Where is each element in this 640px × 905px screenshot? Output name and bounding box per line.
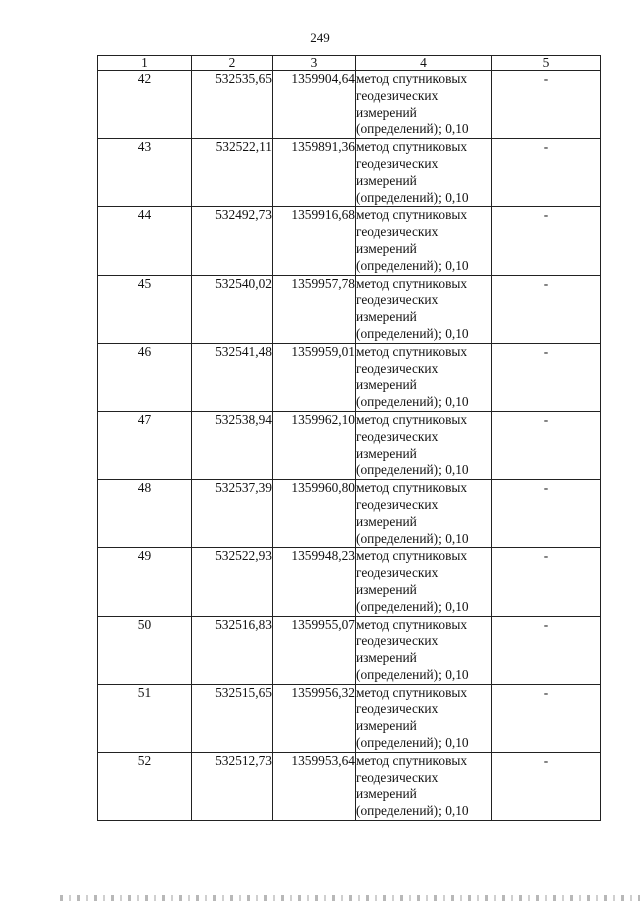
point-number-cell: 44 — [98, 207, 192, 275]
y-coordinate-cell: 1359955,07 — [273, 616, 356, 684]
table-row — [98, 71, 601, 139]
point-number-cell: 42 — [98, 71, 192, 139]
table-body — [98, 71, 601, 821]
point-number-cell: 49 — [98, 548, 192, 616]
note-cell: - — [492, 71, 601, 139]
point-number-cell: 51 — [98, 684, 192, 752]
table-row — [98, 275, 601, 343]
note-cell: - — [492, 275, 601, 343]
y-coordinate-cell: 1359957,78 — [273, 275, 356, 343]
x-coordinate-cell: 532537,39 — [192, 480, 273, 548]
note-cell: - — [492, 752, 601, 820]
point-number-cell: 50 — [98, 616, 192, 684]
x-coordinate-cell: 532516,83 — [192, 616, 273, 684]
method-accuracy-cell: метод спутниковых геодезических измерений (определений); 0,10 — [356, 207, 492, 275]
table-row — [98, 139, 601, 207]
x-coordinate-cell: 532492,73 — [192, 207, 273, 275]
x-coordinate-cell: 532512,73 — [192, 752, 273, 820]
table-row — [98, 411, 601, 479]
y-coordinate-cell: 1359960,80 — [273, 480, 356, 548]
method-accuracy-cell: метод спутниковых геодезических измерений (определений); 0,10 — [356, 139, 492, 207]
x-coordinate-cell: 532515,65 — [192, 684, 273, 752]
note-cell: - — [492, 684, 601, 752]
method-accuracy-cell: метод спутниковых геодезических измерений (определений); 0,10 — [356, 71, 492, 139]
x-coordinate-cell: 532535,65 — [192, 71, 273, 139]
y-coordinate-cell: 1359959,01 — [273, 343, 356, 411]
note-cell: - — [492, 343, 601, 411]
method-accuracy-cell: метод спутниковых геодезических измерений (определений); 0,10 — [356, 548, 492, 616]
column-header: 1 — [98, 56, 192, 71]
note-cell: - — [492, 139, 601, 207]
page-number: 249 — [310, 30, 330, 45]
x-coordinate-cell: 532538,94 — [192, 411, 273, 479]
method-accuracy-cell: метод спутниковых геодезических измерений (определений); 0,10 — [356, 616, 492, 684]
method-accuracy-cell: метод спутниковых геодезических измерений (определений); 0,10 — [356, 275, 492, 343]
y-coordinate-cell: 1359962,10 — [273, 411, 356, 479]
coordinates-table — [97, 55, 601, 821]
method-accuracy-cell: метод спутниковых геодезических измерений (определений); 0,10 — [356, 480, 492, 548]
point-number-cell: 48 — [98, 480, 192, 548]
x-coordinate-cell: 532540,02 — [192, 275, 273, 343]
table-row — [98, 616, 601, 684]
y-coordinate-cell: 1359904,64 — [273, 71, 356, 139]
x-coordinate-cell: 532541,48 — [192, 343, 273, 411]
note-cell: - — [492, 480, 601, 548]
note-cell: - — [492, 207, 601, 275]
table-row — [98, 480, 601, 548]
column-header: 5 — [492, 56, 601, 71]
table-row — [98, 343, 601, 411]
scan-artifact-strip — [60, 895, 640, 901]
table-row — [98, 207, 601, 275]
y-coordinate-cell: 1359948,23 — [273, 548, 356, 616]
table-row — [98, 752, 601, 820]
column-header: 2 — [192, 56, 273, 71]
point-number-cell: 45 — [98, 275, 192, 343]
y-coordinate-cell: 1359953,64 — [273, 752, 356, 820]
table-row — [98, 548, 601, 616]
column-header: 3 — [273, 56, 356, 71]
x-coordinate-cell: 532522,11 — [192, 139, 273, 207]
point-number-cell: 46 — [98, 343, 192, 411]
table-row — [98, 684, 601, 752]
y-coordinate-cell: 1359891,36 — [273, 139, 356, 207]
note-cell: - — [492, 411, 601, 479]
y-coordinate-cell: 1359916,68 — [273, 207, 356, 275]
note-cell: - — [492, 616, 601, 684]
x-coordinate-cell: 532522,93 — [192, 548, 273, 616]
method-accuracy-cell: метод спутниковых геодезических измерений (определений); 0,10 — [356, 684, 492, 752]
y-coordinate-cell: 1359956,32 — [273, 684, 356, 752]
method-accuracy-cell: метод спутниковых геодезических измерений (определений); 0,10 — [356, 752, 492, 820]
method-accuracy-cell: метод спутниковых геодезических измерений (определений); 0,10 — [356, 343, 492, 411]
note-cell: - — [492, 548, 601, 616]
point-number-cell: 43 — [98, 139, 192, 207]
point-number-cell: 47 — [98, 411, 192, 479]
point-number-cell: 52 — [98, 752, 192, 820]
column-header: 4 — [356, 56, 492, 71]
method-accuracy-cell: метод спутниковых геодезических измерений (определений); 0,10 — [356, 411, 492, 479]
table-header-row — [98, 56, 601, 71]
